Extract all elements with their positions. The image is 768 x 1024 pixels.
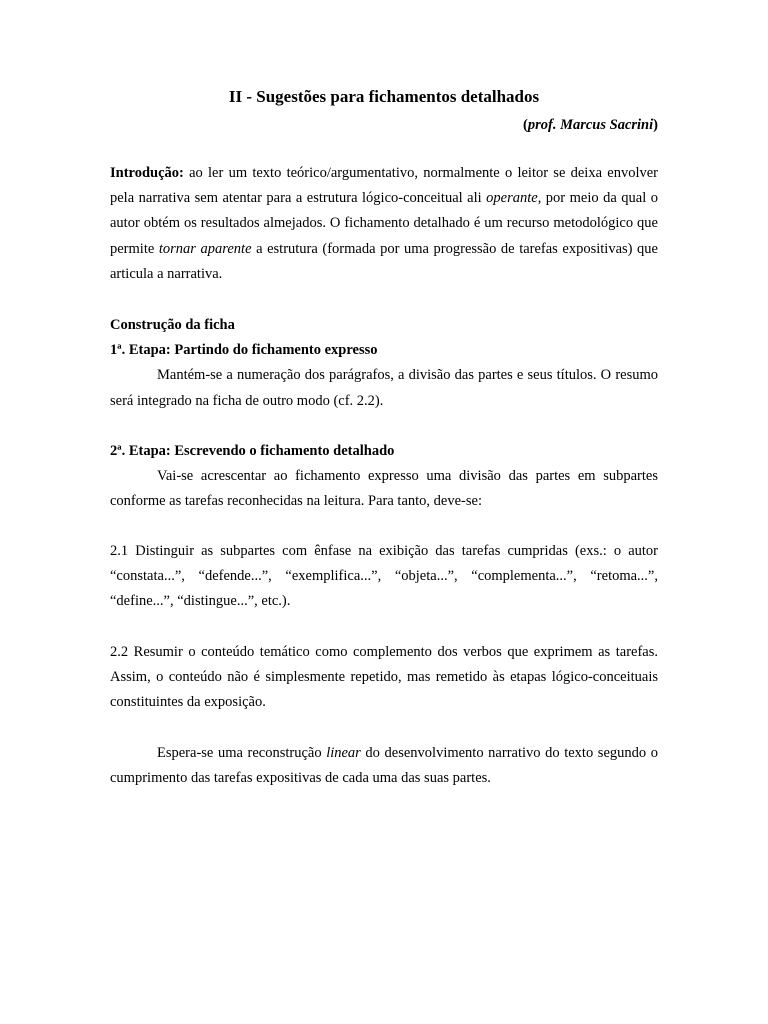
- item-2-1-text: 2.1 Distinguir as subpartes com ênfase na exibição das tarefas cumpridas (exs.: o autor “constata...”, “defende...”, “exemplifica...”, “objeta...”, “complementa...”, “retoma...”, “define...”, “distingue...”, etc.).: [110, 543, 658, 610]
- item-2-2-text: 2.2 Resumir o conteúdo temático como complemento dos verbos que exprimem as tarefas. Assim, o conteúdo não é simplesmente repetido, mas remetido às etapas lógico-conceituais constituintes da exposição.: [110, 644, 658, 711]
- author-name: prof. Marcus Sacrini: [527, 117, 654, 133]
- step1-heading: 1ª. Etapa: Partindo do fichamento expresso: [110, 342, 378, 359]
- step1-paragraph: Mantém-se a numeração dos parágrafos, a divisão das partes e seus títulos. O resumo será integrado na ficha de outro modo (cf. 2.2).: [110, 367, 658, 409]
- author-open-paren: (: [523, 117, 528, 133]
- introduction-label: Introdução:: [110, 165, 184, 181]
- step2-paragraph: Vai-se acrescentar ao fichamento expresso uma divisão das partes em subpartes conforme as tarefas reconhecidas na leitura. Para tanto, deve-se:: [110, 468, 658, 510]
- closing-emphasis: linear: [326, 745, 361, 761]
- introduction-emphasis-2: tornar aparente: [158, 240, 252, 257]
- item-2-2-paragraph: [110, 640, 658, 716]
- closing-text-2: do desenvolvimento narrativo do texto segundo o cumprimento das tarefas expositivas de cada uma das suas partes.: [110, 745, 658, 787]
- introduction-text-3: a estrutura (formada por uma progressão de tarefas expositivas) que articula a narrativa.: [110, 240, 658, 282]
- introduction-paragraph: [110, 161, 658, 287]
- step2-heading: 2ª. Etapa: Escrevendo o fichamento detalhado: [110, 443, 395, 459]
- closing-paragraph: [110, 741, 658, 791]
- introduction-emphasis-1: operante: [486, 190, 538, 207]
- introduction-text-2: , por meio da qual o autor obtém os resultados almejados. O fichamento detalhado é um recurso metodológico que permite: [110, 190, 658, 257]
- author-line: [523, 115, 658, 135]
- closing-text-1: Espera-se uma reconstrução: [157, 745, 327, 761]
- introduction-text-1: ao ler um texto teórico/argumentativo, normalmente o leitor se deixa envolver pela narrativa sem atentar para a estrutura lógico-conceitual ali: [110, 165, 658, 207]
- item-2-1-paragraph: [110, 539, 658, 615]
- author-close-paren: ): [653, 117, 658, 133]
- step2-section: [110, 439, 658, 515]
- construction-heading: Construção da ficha: [110, 317, 235, 333]
- construction-section: [110, 313, 658, 414]
- document-title: II - Sugestões para fichamentos detalhados: [228, 87, 540, 106]
